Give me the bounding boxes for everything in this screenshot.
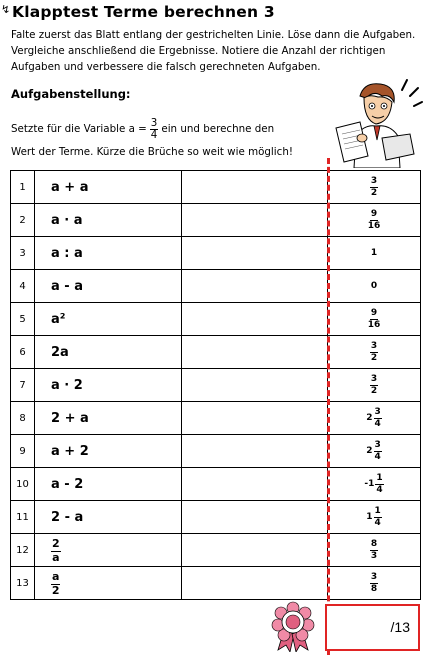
table-row: [11, 369, 421, 402]
result-fraction: [374, 407, 382, 429]
result-cell: [328, 336, 421, 369]
table-row: [11, 237, 421, 270]
answer-space[interactable]: [181, 402, 328, 435]
man-holding-paper-illustration: [330, 76, 425, 168]
table-row: [11, 534, 421, 567]
term-cell: 2 + a: [35, 402, 182, 435]
term-cell: a · 2: [35, 369, 182, 402]
result-fraction: [370, 539, 378, 561]
result-fraction: [370, 341, 378, 363]
result-cell: [328, 567, 421, 600]
result-numerator: 9: [370, 209, 378, 220]
term-cell: a - a: [35, 270, 182, 303]
result-numerator: 3: [370, 341, 378, 352]
result-whole: 2: [366, 446, 373, 456]
result-mixed-number: [366, 440, 382, 462]
answer-space[interactable]: [181, 303, 328, 336]
term-cell: [35, 534, 182, 567]
row-number: 12: [11, 534, 35, 567]
result-cell: [328, 303, 421, 336]
task-text-after: ein und berechne den: [161, 123, 275, 136]
row-number: 1: [11, 171, 35, 204]
answer-space[interactable]: [181, 171, 328, 204]
answer-space[interactable]: [181, 270, 328, 303]
table-row: [11, 468, 421, 501]
table-row: [11, 171, 421, 204]
row-number: 9: [11, 435, 35, 468]
task-line-1: [11, 118, 274, 141]
term-numerator: 2: [52, 537, 60, 551]
term-fraction: [51, 538, 61, 563]
row-number: 2: [11, 204, 35, 237]
result-denominator: 16: [367, 220, 381, 231]
answer-space[interactable]: [181, 336, 328, 369]
term-numerator: a: [52, 570, 60, 584]
task-heading: Aufgabenstellung:: [11, 87, 131, 101]
table-row: [11, 435, 421, 468]
result-numerator: 3: [370, 176, 378, 187]
result-cell: [328, 402, 421, 435]
result-numerator: 1: [374, 506, 381, 517]
instructions-text: Falte zuerst das Blatt entlang der gestrichelten Linie. Löse dann die Aufgaben. Vergleiche anschließend die Ergebnisse. Notiere die Anzahl der richtigen Aufgaben und verbessere die falsch gerechneten Aufgaben.: [11, 29, 416, 73]
result-numerator: 8: [370, 539, 378, 550]
term-cell: 2 - a: [35, 501, 182, 534]
page-title: Klapptest Terme berechnen 3: [12, 3, 275, 21]
result-numerator: 3: [374, 407, 381, 418]
term-cell: a : a: [35, 237, 182, 270]
result-denominator: 8: [370, 583, 378, 594]
result-mixed-number: [364, 473, 383, 495]
table-row: [11, 303, 421, 336]
row-number: 5: [11, 303, 35, 336]
row-number: 7: [11, 369, 35, 402]
term-cell: [35, 567, 182, 600]
term-denominator: a: [52, 550, 60, 564]
result-cell: [328, 534, 421, 567]
answer-space[interactable]: [181, 501, 328, 534]
result-denominator: 2: [370, 187, 378, 198]
result-denominator: 4: [374, 517, 381, 528]
row-number: 4: [11, 270, 35, 303]
table-row: [11, 204, 421, 237]
result-denominator: 4: [374, 418, 381, 429]
table-row: [11, 336, 421, 369]
result-numerator: 3: [370, 374, 378, 385]
result-fraction: [368, 308, 381, 330]
row-number: 6: [11, 336, 35, 369]
answer-space[interactable]: [181, 369, 328, 402]
result-denominator: 16: [367, 319, 381, 330]
result-denominator: 4: [374, 451, 381, 462]
row-number: 3: [11, 237, 35, 270]
row-number: 10: [11, 468, 35, 501]
result-denominator: 2: [370, 385, 378, 396]
answer-space[interactable]: [181, 237, 328, 270]
result-cell: [328, 501, 421, 534]
variable-value-fraction: [150, 118, 159, 141]
result-denominator: 3: [370, 550, 378, 561]
result-fraction: [370, 374, 378, 396]
result-numerator: 3: [374, 440, 381, 451]
term-cell: a + a: [35, 171, 182, 204]
table-row: [11, 567, 421, 600]
score-box[interactable]: [325, 604, 420, 651]
row-number: 8: [11, 402, 35, 435]
fraction-denominator: 4: [150, 128, 158, 141]
result-fraction: [374, 506, 382, 528]
table-row: [11, 501, 421, 534]
answer-space[interactable]: [181, 435, 328, 468]
table-row: [11, 270, 421, 303]
result-cell: [328, 369, 421, 402]
result-numerator: 9: [370, 308, 378, 319]
result-cell: [328, 468, 421, 501]
terms-table: [10, 170, 421, 600]
term-denominator: 2: [51, 583, 60, 597]
term-fraction: [51, 571, 60, 596]
result-whole: -1: [364, 479, 375, 489]
result-cell: [328, 435, 421, 468]
term-cell: a - 2: [35, 468, 182, 501]
result-mixed-number: [366, 407, 382, 429]
answer-space[interactable]: [181, 534, 328, 567]
result-denominator: 2: [370, 352, 378, 363]
result-cell: [328, 204, 421, 237]
row-number: 13: [11, 567, 35, 600]
term-cell: a · a: [35, 204, 182, 237]
term-cell: a + 2: [35, 435, 182, 468]
result-fraction: [375, 473, 383, 495]
answer-space[interactable]: [181, 567, 328, 600]
answer-space[interactable]: [181, 204, 328, 237]
answer-space[interactable]: [181, 468, 328, 501]
fraction-numerator: 3: [150, 117, 158, 129]
result-denominator: 4: [376, 484, 383, 495]
fold-line: [327, 158, 330, 655]
task-text-before: Setzte für die Variable a =: [11, 123, 147, 136]
rosette-award-illustration: [268, 600, 318, 652]
result-cell: [328, 171, 421, 204]
result-fraction: [370, 572, 378, 594]
score-total: /13: [390, 619, 410, 635]
result-whole: 2: [366, 413, 373, 423]
row-number: 11: [11, 501, 35, 534]
result-cell: 0: [328, 270, 421, 303]
term-cell: a²: [35, 303, 182, 336]
result-mixed-number: [366, 506, 382, 528]
result-fraction: [374, 440, 382, 462]
result-fraction: [368, 209, 381, 231]
result-cell: 1: [328, 237, 421, 270]
result-numerator: 3: [370, 572, 378, 583]
term-cell: 2a: [35, 336, 182, 369]
result-fraction: [370, 176, 378, 198]
title-mark-icon: ↯: [1, 3, 11, 16]
task-line-2: Wert der Terme. Kürze die Brüche so weit wie möglich!: [11, 146, 293, 158]
table-row: [11, 402, 421, 435]
result-numerator: 1: [376, 473, 383, 484]
result-whole: 1: [366, 512, 373, 522]
